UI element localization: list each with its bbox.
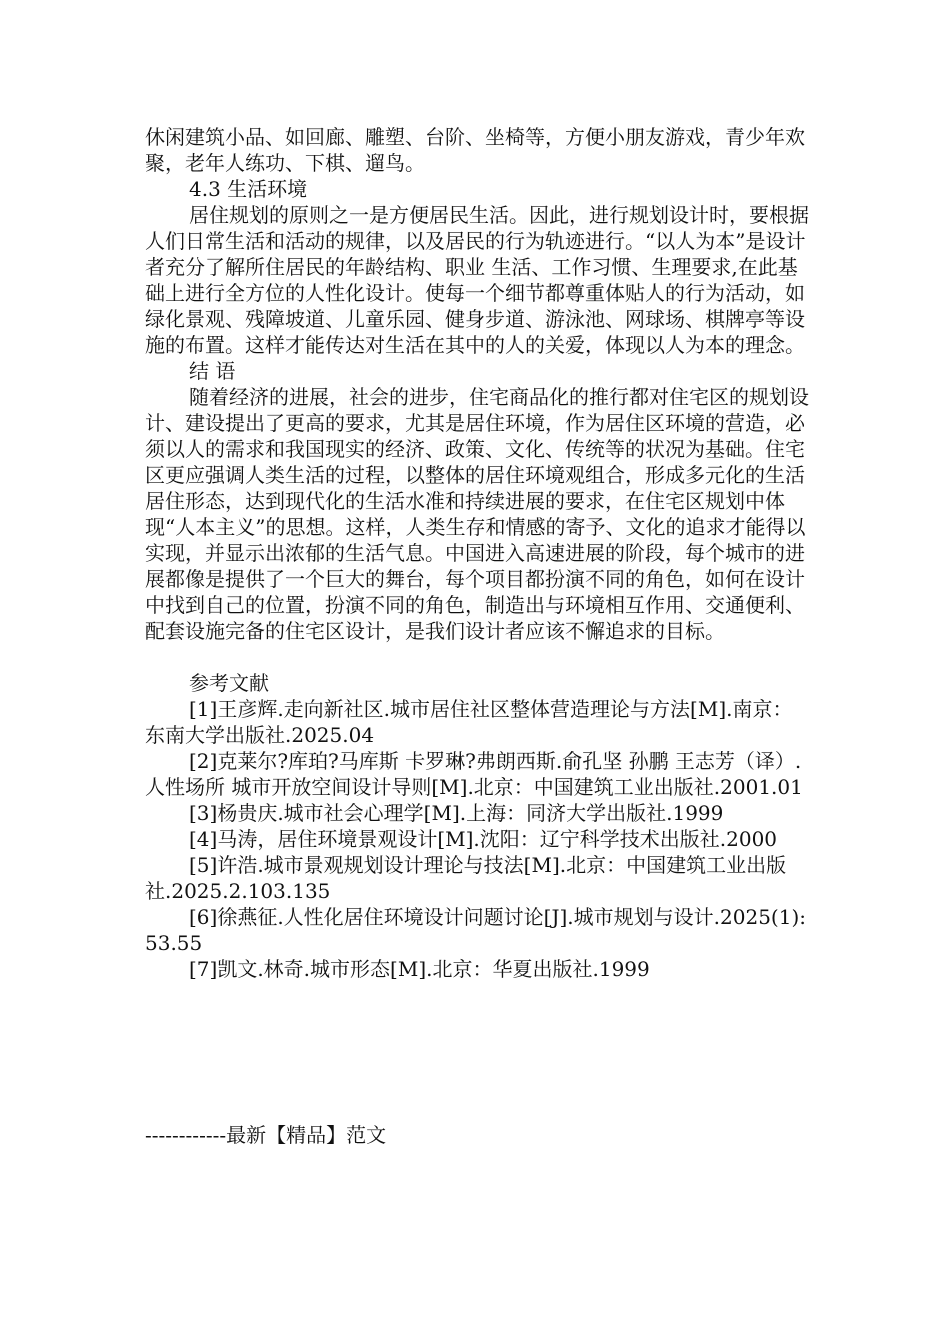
spacer (145, 644, 810, 670)
reference-item-6: [6]徐燕征.人性化居住环境设计问题讨论[J].城市规划与设计.2025(1): 53.55 (145, 905, 806, 955)
conclusion-heading: 结 语 (189, 359, 236, 383)
conclusion-paragraph: 随着经济的进展，社会的进步，住宅商品化的推行都对住宅区的规划设计、建设提出了更高的要求，尤其是居住环境，作为居住区环境的营造，必须以人的需求和我国现实的经济、政策、文化、传统等的状况为基础。住宅区更应强调人类生活的过程，以整体的居住环境观组合，形成多元化的生活居住形态，达到现代化的生活水准和持续进展的要求，在住宅区规划中体现“人本主义”的思想。这样，人类生存和情感的寄予、文化的追求才能得以实现，并显示出浓郁的生活气息。中国进入高速进展的阶段，每个城市的进展都像是提供了一个巨大的舞台，每个项目都扮演不同的角色，如何在设计中找到自己的位置，扮演不同的角色，制造出与环境相互作用、交通便利、配套设施完备的住宅区设计，是我们设计者应该不懈追求的目标。 (145, 385, 809, 643)
reference-item-5: [5]许浩.城市景观规划设计理论与技法[M].北京：中国建筑工业出版社.2025.2.103.135 (145, 853, 787, 903)
reference-item-1: [1]王彦辉.走向新社区.城市居住社区整体营造理论与方法[M].南京：东南大学出版社.2025.04 (145, 697, 793, 747)
section-4-3-paragraph: 居住规划的原则之一是方便居民生活。因此，进行规划设计时，要根据人们日常生活和活动的规律，以及居民的行为轨迹进行。“以人为本”是设计者充分了解所住居民的年龄结构、职业 生活、工作习惯、生理要求,在此基础上进行全方位的人性化设计。使每一个细节都尊重体贴人的行为活动，如绿化景观、残障坡道、儿童乐园、健身步道、游泳池、网球场、棋牌亭等设施的布置。这样才能传达对生活在其中的人的关爱，体现以人为本的理念。 (145, 203, 809, 357)
references-heading: 参考文献 (189, 671, 269, 695)
section-4-3-heading: 4.3 生活环境 (189, 177, 308, 201)
reference-item-7: [7]凯文.林奇.城市形态[M].北京：华夏出版社.1999 (189, 957, 650, 981)
document-body (145, 124, 810, 982)
intro-continuation-paragraph: 休闲建筑小品、如回廊、雕塑、台阶、坐椅等，方便小朋友游戏，青少年欢聚，老年人练功、下棋、遛鸟。 (145, 125, 805, 175)
footer-banner: ------------最新【精品】范文 (145, 1123, 387, 1147)
reference-item-4: [4]马涛，居住环境景观设计[M].沈阳：辽宁科学技术出版社.2000 (189, 827, 778, 851)
reference-item-2: [2]克莱尔?库珀?马库斯 卡罗琳?弗朗西斯.俞孔坚 孙鹏 王志芳（译）.人性场所 城市开放空间设计导则[M].北京：中国建筑工业出版社.2001.01 (145, 749, 803, 799)
reference-item-3: [3]杨贵庆.城市社会心理学[M].上海：同济大学出版社.1999 (189, 801, 724, 825)
